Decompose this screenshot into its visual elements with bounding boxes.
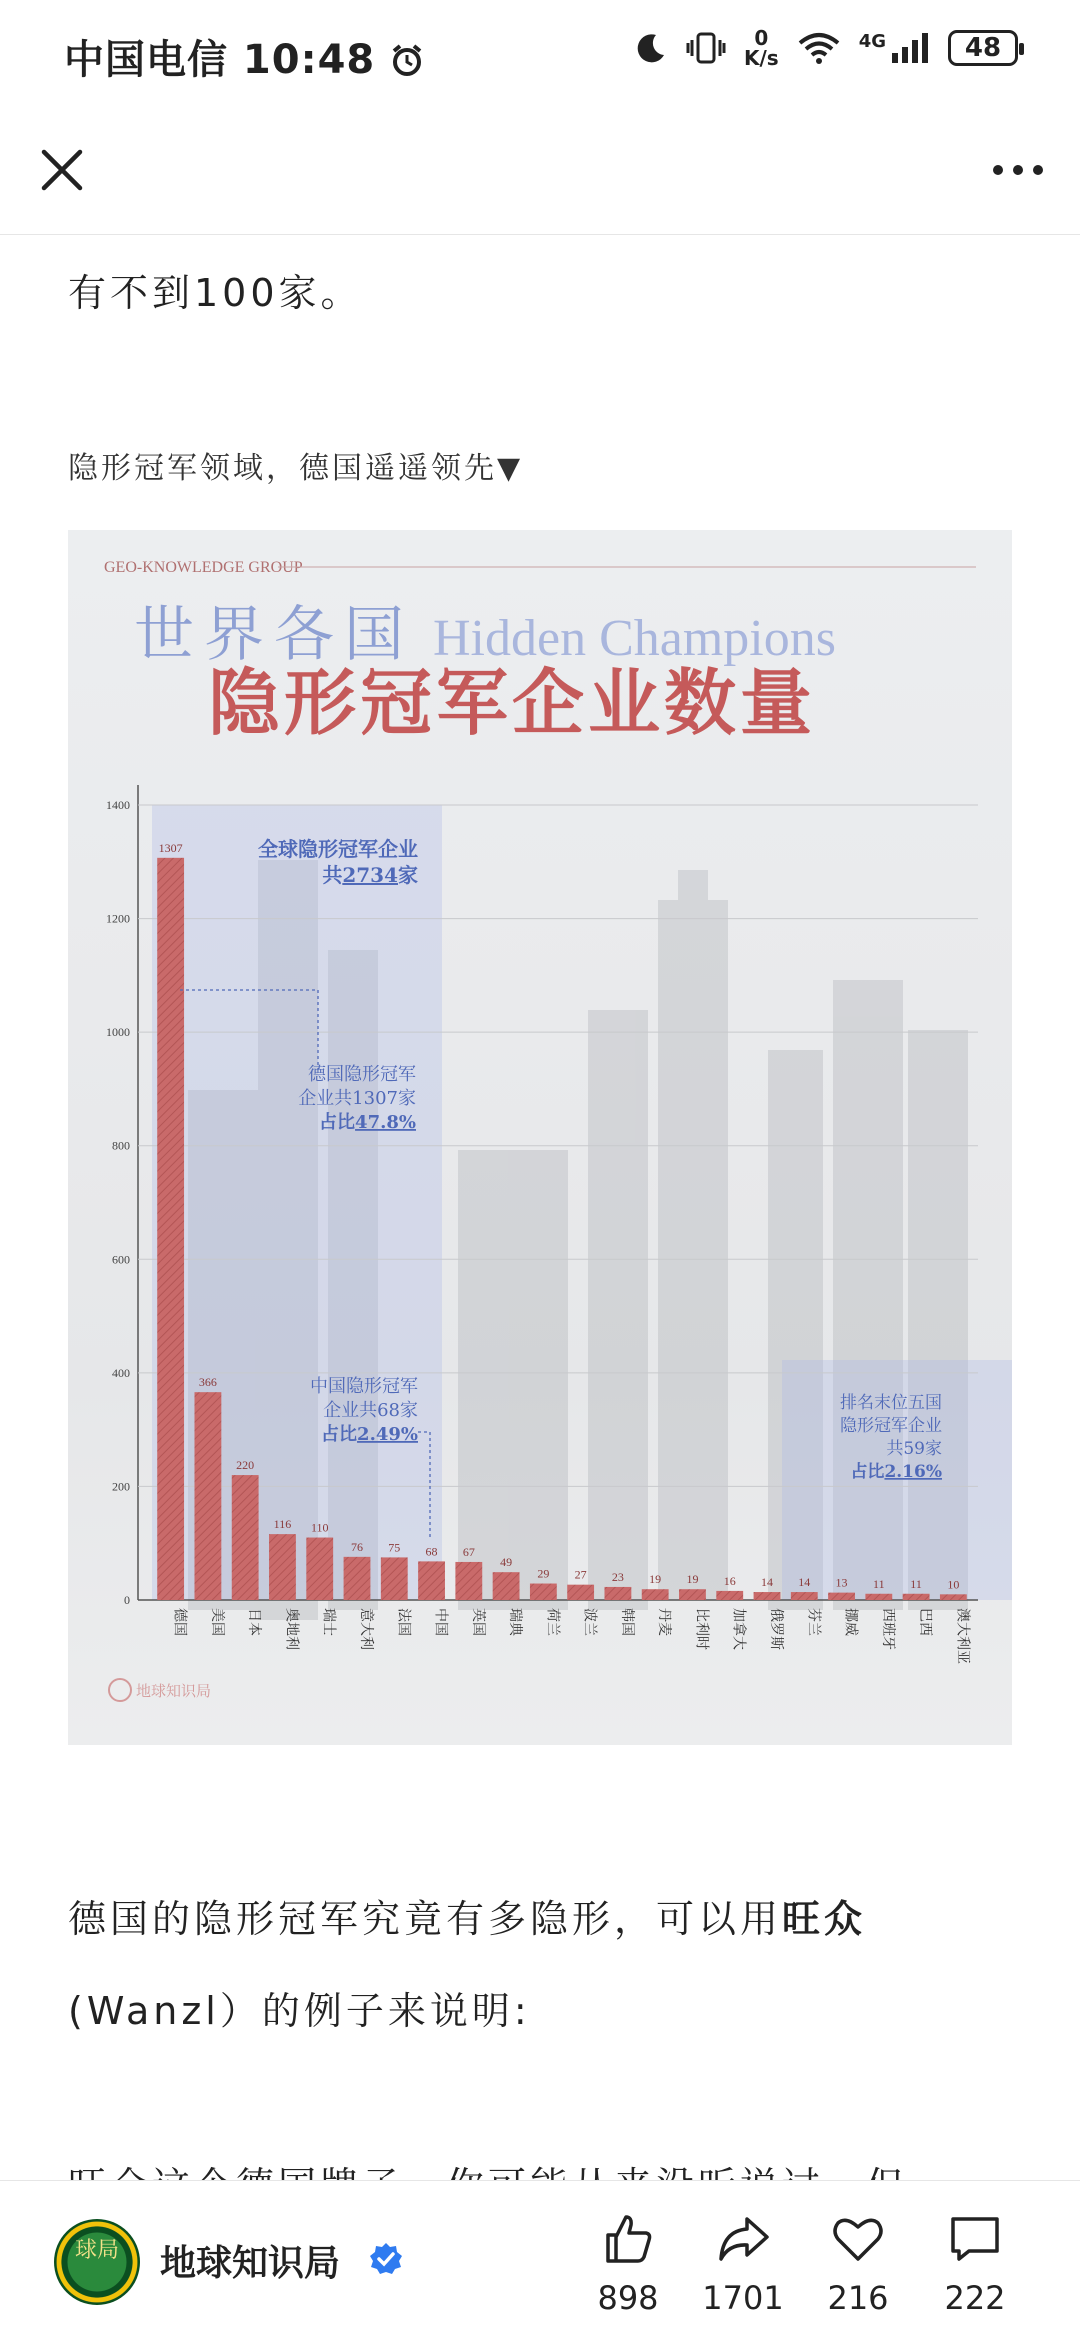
category-label: 美国 bbox=[208, 1608, 225, 1636]
comment-button[interactable] bbox=[925, 2211, 1025, 2317]
category-label: 俄罗斯 bbox=[768, 1608, 784, 1650]
bar-value-label: 1307 bbox=[158, 840, 183, 855]
category-label: 奥地利 bbox=[283, 1608, 300, 1650]
annotation-germany-line2: 企业共1307家 bbox=[298, 1088, 416, 1109]
bar-20 bbox=[903, 1594, 930, 1600]
bar-value-label: 116 bbox=[273, 1517, 292, 1532]
annotation-china-line3 bbox=[321, 1423, 418, 1445]
category-label: 英国 bbox=[469, 1608, 486, 1636]
moon-icon bbox=[634, 31, 668, 65]
annotation-germany-pct: 47.8% bbox=[355, 1112, 416, 1133]
category-label: 澳大利亚 bbox=[954, 1608, 971, 1664]
signal-icon bbox=[890, 31, 930, 65]
bar-value-label: 220 bbox=[236, 1458, 255, 1473]
bar-10 bbox=[530, 1584, 557, 1600]
annotation-total-line1: 全球隐形冠军企业 bbox=[258, 837, 418, 861]
category-label: 巴西 bbox=[917, 1608, 934, 1636]
bar-19 bbox=[865, 1594, 892, 1600]
vibrate-icon bbox=[686, 31, 726, 65]
author-name[interactable]: 地球知识局 bbox=[160, 2243, 341, 2284]
bar-0 bbox=[157, 858, 184, 1600]
bar-value-label: 13 bbox=[835, 1575, 848, 1590]
figure-caption: 隐形冠军领域，德国遥遥领先▼ bbox=[68, 451, 524, 486]
category-label: 加拿大 bbox=[730, 1608, 747, 1650]
annotation-total-prefix: 共 bbox=[322, 863, 343, 887]
net-speed-unit: K/s bbox=[743, 46, 779, 70]
bar-value-label: 11 bbox=[910, 1576, 922, 1591]
bar-value-label: 68 bbox=[425, 1544, 438, 1559]
category-label: 德国 bbox=[171, 1608, 188, 1636]
y-tick-label: 1200 bbox=[106, 911, 130, 926]
bar-17 bbox=[791, 1592, 818, 1600]
title-cn-blue: 世界各国 bbox=[134, 600, 414, 670]
bar-value-label: 16 bbox=[723, 1573, 736, 1588]
brand-label: GEO-KNOWLEDGE GROUP bbox=[104, 559, 303, 576]
article-paragraph-main-text: 德国的隐形冠军究竟有多隐形，可以用 bbox=[68, 1897, 783, 1941]
annotation-china-pct: 2.49% bbox=[357, 1424, 418, 1445]
bar-value-label: 67 bbox=[462, 1544, 475, 1559]
battery-level: 48 bbox=[964, 33, 1002, 63]
annotation-last5-line2: 隐形冠军企业 bbox=[840, 1416, 942, 1436]
category-label: 丹麦 bbox=[656, 1608, 673, 1636]
y-tick-label: 200 bbox=[112, 1479, 130, 1494]
category-label: 日本 bbox=[246, 1608, 263, 1636]
bar-18 bbox=[828, 1593, 855, 1600]
bar-value-label: 75 bbox=[388, 1540, 401, 1555]
favorite-count: 216 bbox=[827, 2279, 889, 2317]
y-tick-label: 400 bbox=[112, 1365, 130, 1380]
bar-13 bbox=[642, 1589, 669, 1600]
annotation-germany-line1: 德国隐形冠军 bbox=[308, 1064, 416, 1085]
close-icon[interactable] bbox=[30, 138, 94, 202]
annotation-china-line1: 中国隐形冠军 bbox=[310, 1376, 418, 1397]
bar-21 bbox=[940, 1594, 967, 1600]
category-label: 荷兰 bbox=[544, 1608, 561, 1636]
category-label: 波兰 bbox=[581, 1608, 598, 1636]
share-arrow-icon bbox=[715, 2211, 771, 2267]
bottom-action-bar bbox=[0, 2180, 1080, 2341]
bar-11 bbox=[567, 1585, 594, 1600]
annotation-last5-pct: 2.16% bbox=[884, 1462, 942, 1482]
annotation-last5-prefix: 占比 bbox=[850, 1462, 885, 1482]
network-type: 4G bbox=[858, 30, 886, 52]
category-label: 芬兰 bbox=[805, 1608, 822, 1636]
bar-4 bbox=[306, 1538, 333, 1600]
status-icons bbox=[634, 28, 1018, 68]
bar-3 bbox=[269, 1534, 296, 1600]
carrier-time-text: 中国电信 10:48 bbox=[64, 37, 376, 83]
author-avatar[interactable] bbox=[54, 2219, 140, 2305]
chart-figure[interactable] bbox=[68, 530, 1012, 1745]
annotation-total-line2 bbox=[322, 863, 418, 887]
bar-8 bbox=[455, 1562, 482, 1600]
annotation-china-line2: 企业共68家 bbox=[323, 1400, 418, 1421]
y-tick-label: 1400 bbox=[106, 798, 130, 812]
bar-value-label: 366 bbox=[198, 1375, 217, 1390]
favorite-button[interactable] bbox=[808, 2211, 908, 2317]
bar-2 bbox=[232, 1475, 259, 1600]
article-paragraph-line2: (Wanzl）的例子来说明: bbox=[68, 1989, 531, 2033]
bar-12 bbox=[604, 1587, 631, 1600]
category-label: 挪威 bbox=[842, 1608, 859, 1636]
annotation-last5-line4 bbox=[850, 1461, 942, 1482]
bar-value-label: 10 bbox=[947, 1577, 960, 1592]
avatar-text: 球局 bbox=[74, 2238, 119, 2263]
bar-value-label: 23 bbox=[611, 1569, 624, 1584]
bar-value-label: 19 bbox=[649, 1572, 662, 1587]
title-cn-red: 隐形冠军企业数量 bbox=[208, 660, 817, 745]
heart-icon bbox=[830, 2211, 886, 2267]
bar-value-label: 76 bbox=[351, 1539, 363, 1554]
net-speed bbox=[744, 28, 779, 68]
bar-value-label: 27 bbox=[574, 1567, 587, 1582]
bar-value-label: 29 bbox=[537, 1566, 550, 1581]
more-options-icon[interactable] bbox=[986, 138, 1050, 202]
article-paragraph-main bbox=[68, 1888, 866, 1943]
wifi-icon bbox=[797, 31, 841, 65]
y-tick-label: 600 bbox=[112, 1252, 130, 1267]
chart-svg bbox=[68, 530, 1012, 1745]
bar-6 bbox=[381, 1557, 408, 1600]
bar-16 bbox=[754, 1592, 781, 1600]
bar-14 bbox=[679, 1589, 706, 1600]
y-tick-label: 1000 bbox=[106, 1025, 130, 1040]
category-label: 西班牙 bbox=[879, 1608, 896, 1650]
watermark-logo-icon bbox=[109, 1679, 131, 1701]
category-label: 中国 bbox=[432, 1608, 449, 1636]
article-bold-brand: 旺众 bbox=[782, 1897, 867, 1941]
annotation-last5-line3: 共59家 bbox=[886, 1439, 942, 1459]
title-en: Hidden Champions bbox=[433, 610, 836, 667]
bar-value-label: 19 bbox=[686, 1572, 699, 1587]
thumbs-up-icon bbox=[600, 2211, 656, 2267]
bar-7 bbox=[418, 1561, 445, 1600]
bar-value-label: 14 bbox=[798, 1575, 811, 1590]
category-label: 法国 bbox=[395, 1608, 412, 1636]
verified-badge-icon bbox=[368, 2241, 404, 2277]
comment-bubble-icon bbox=[947, 2211, 1003, 2267]
bar-value-label: 11 bbox=[873, 1576, 885, 1591]
bar-1 bbox=[194, 1392, 221, 1600]
bar-9 bbox=[493, 1572, 520, 1600]
net-speed-value: 0 bbox=[754, 26, 769, 50]
top-nav-bar bbox=[0, 110, 1080, 235]
bar-value-label: 49 bbox=[500, 1555, 513, 1570]
like-button[interactable] bbox=[578, 2211, 678, 2317]
category-label: 比利时 bbox=[693, 1608, 710, 1650]
comment-count: 222 bbox=[944, 2279, 1006, 2317]
category-label: 瑞士 bbox=[320, 1608, 337, 1636]
annotation-last5-line1: 排名末位五国 bbox=[840, 1393, 942, 1413]
battery-indicator bbox=[948, 30, 1018, 66]
bar-5 bbox=[344, 1557, 371, 1600]
watermark-text: 地球知识局 bbox=[136, 1682, 212, 1700]
alarm-icon bbox=[390, 43, 424, 77]
category-label: 瑞典 bbox=[507, 1608, 524, 1636]
annotation-china-prefix: 占比 bbox=[321, 1424, 358, 1445]
bar-15 bbox=[716, 1591, 743, 1600]
share-button[interactable] bbox=[693, 2211, 793, 2317]
y-tick-label: 800 bbox=[112, 1138, 130, 1153]
bar-value-label: 110 bbox=[310, 1520, 329, 1535]
annotation-total-value: 2734 bbox=[342, 863, 398, 887]
y-tick-label: 0 bbox=[124, 1593, 130, 1607]
bar-value-label: 14 bbox=[761, 1575, 773, 1590]
category-label: 意大利 bbox=[358, 1608, 374, 1650]
category-label: 韩国 bbox=[618, 1608, 635, 1636]
status-bar bbox=[0, 0, 1080, 110]
annotation-total-suffix: 家 bbox=[398, 863, 418, 887]
carrier-time bbox=[64, 28, 424, 85]
article-paragraph-top: 有不到100家。 bbox=[68, 271, 363, 315]
like-count: 898 bbox=[597, 2279, 659, 2317]
share-count: 1701 bbox=[702, 2279, 784, 2317]
annotation-germany-prefix: 占比 bbox=[319, 1112, 356, 1133]
annotation-germany-line3 bbox=[319, 1111, 416, 1133]
